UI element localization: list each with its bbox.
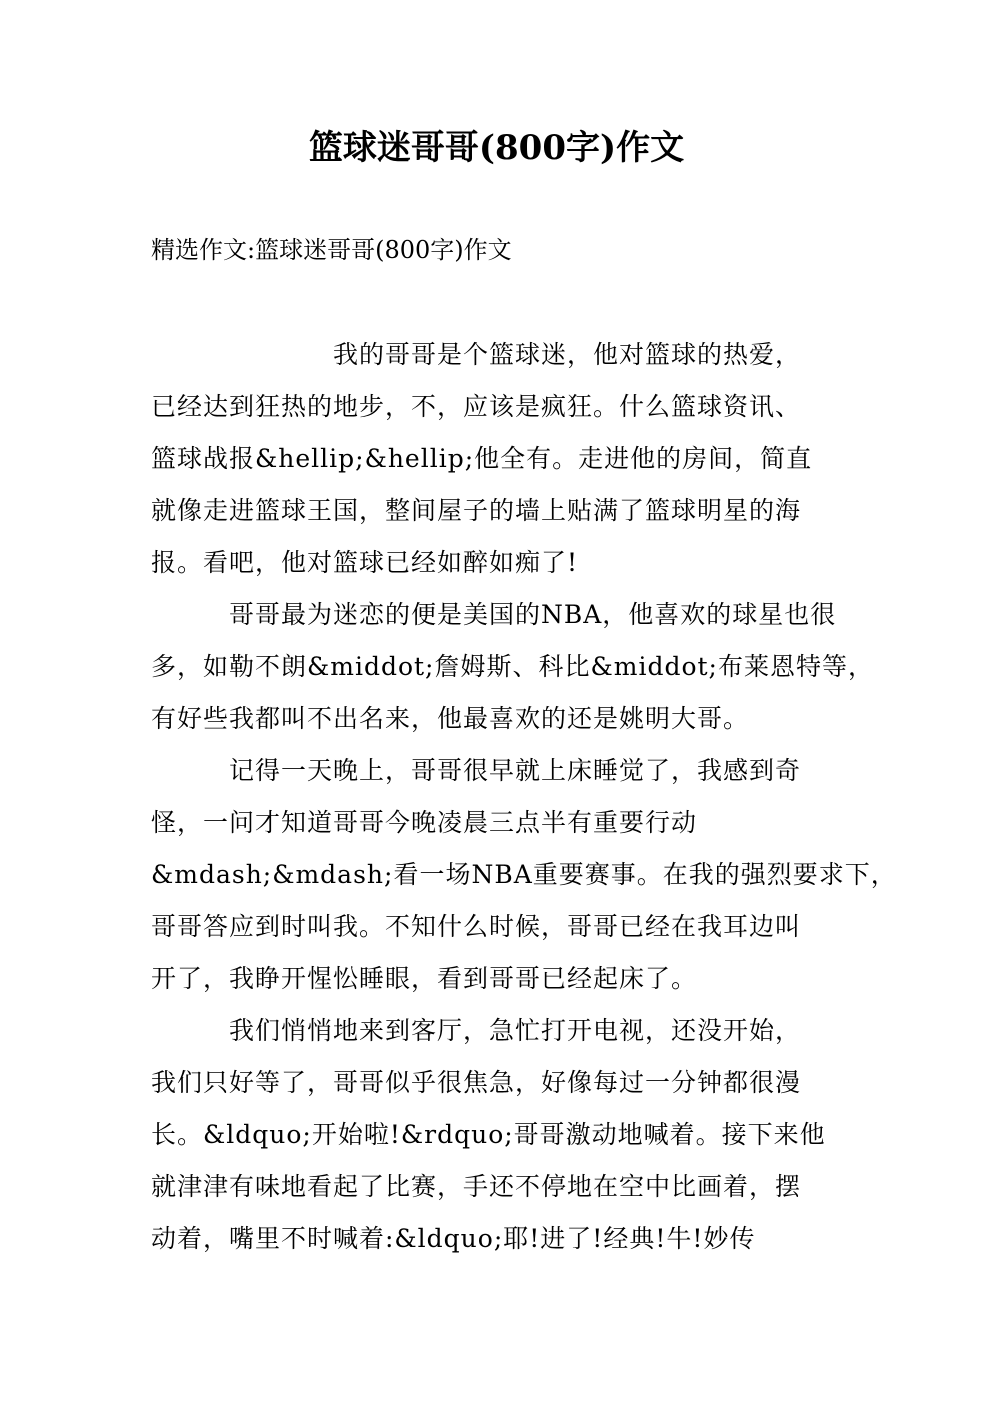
- body-line: 报。看吧，他对篮球已经如醉如痴了!: [151, 548, 579, 577]
- body-line: 长。&ldquo;开始啦!&rdquo;哥哥激动地喊着。接下来他: [151, 1120, 826, 1149]
- body-line: 篮球战报&hellip;&hellip;他全有。走进他的房间，简直: [151, 444, 813, 473]
- body-line: 哥哥最为迷恋的便是美国的NBA，他喜欢的球星也很: [151, 600, 837, 629]
- body-line: 记得一天晚上，哥哥很早就上床睡觉了，我感到奇: [151, 756, 802, 785]
- document-subtitle: 精选作文:篮球迷哥哥(800字)作文: [151, 236, 512, 264]
- document-title: 篮球迷哥哥(800字)作文: [308, 128, 685, 168]
- body-line: 多，如勒不朗&middot;詹姆斯、科比&middot;布莱恩特等，: [151, 652, 874, 681]
- body-line: 我们只好等了，哥哥似乎很焦急，好像每过一分钟都很漫: [151, 1068, 802, 1097]
- body-line: 我们悄悄地来到客厅，急忙打开电视，还没开始，: [151, 1016, 802, 1045]
- body-line: 已经达到狂热的地步，不，应该是疯狂。什么篮球资讯、: [151, 392, 802, 421]
- body-line: 我的哥哥是个篮球迷，他对篮球的热爱，: [151, 340, 802, 369]
- body-line: 就像走进篮球王国，整间屋子的墙上贴满了篮球明星的海: [151, 496, 802, 525]
- body-line: 有好些我都叫不出名来，他最喜欢的还是姚明大哥。: [151, 704, 750, 733]
- body-line: 动着，嘴里不时喊着:&ldquo;耶!进了!经典!牛!妙传: [151, 1224, 756, 1253]
- body-line: 怪，一问才知道哥哥今晚凌晨三点半有重要行动: [151, 808, 698, 837]
- body-line: &mdash;&mdash;看一场NBA重要赛事。在我的强烈要求下，: [151, 860, 897, 889]
- body-line: 开了，我睁开惺忪睡眼，看到哥哥已经起床了。: [151, 964, 698, 993]
- body-line: 就津津有味地看起了比赛，手还不停地在空中比画着，摆: [151, 1172, 802, 1201]
- body-line: 哥哥答应到时叫我。不知什么时候，哥哥已经在我耳边叫: [151, 912, 802, 941]
